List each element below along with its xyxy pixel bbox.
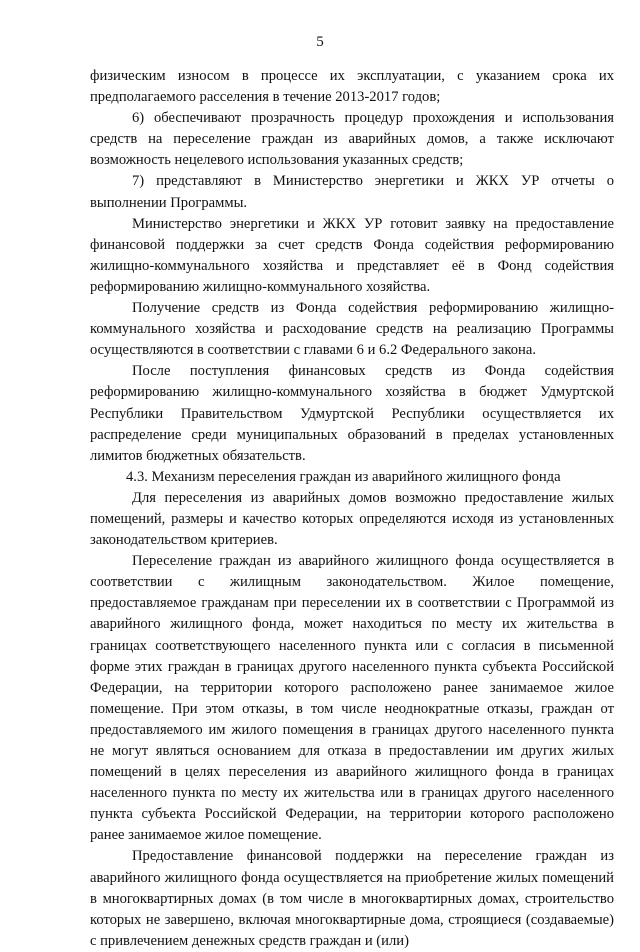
page-number: 5 xyxy=(316,34,324,50)
paragraph: Получение средств из Фонда содействия реформированию жилищно-коммунального хозяйства и расходование средств на реализацию Программы осуществляются в соответствии с главами 6 и 6.2 Федерального закона. xyxy=(90,300,614,359)
paragraph: Переселение граждан из аварийного жилищного фонда осуществляется в соответствии с жилищным законодательством. Жилое помещение, предоставляемое гражданам при переселении их в соответствии с Программой из аварийного жилищного фонда, может находиться по месту их жительства в границах соответствующего населенного пункта или с согласия в письменной форме этих граждан в границах другого населенного пункта субъекта Российской Федерации, на территории которого расположено ранее занимаемое жилое помещение. При этом отказы, в том числе неоднократные отказы, граждан от предоставляемого им жилого помещения в границах другого населенного пункта не могут являться основанием для отказа в предоставлении им других жилых помещений в целях переселения из аварийного жилищного фонда в границах населенного пункта по месту их жительства или в границах другого населенного пункта субъекта Российской Федерации, на территории которого расположено ранее занимаемое жилое помещение. xyxy=(90,553,614,844)
section-heading: 4.3. Механизм переселения граждан из аварийного жилищного фонда xyxy=(126,468,561,485)
document-body xyxy=(90,66,614,952)
paragraph: Для переселения из аварийных домов возможно предоставление жилых помещений, размеры и качество которых определяются исходя из установленных законодательством критериев. xyxy=(90,489,614,549)
paragraphs-after-heading xyxy=(90,488,614,952)
paragraph: 6) обеспечивают прозрачность процедур прохождения и использования средств на переселение граждан из аварийных домов, а также исключают возможность нецелевого использования указанных средств; xyxy=(90,110,614,169)
paragraph: Министерство энергетики и ЖКХ УР готовит заявку на предоставление финансовой поддержки за счет средств Фонда содействия реформированию жилищно-коммунального хозяйства и представляет её в Фонд содействия реформированию жилищно-коммунального хозяйства. xyxy=(90,215,614,295)
paragraph: физическим износом в процессе их эксплуатации, с указанием срока их предполагаемого расселения в течение 2013-2017 годов; xyxy=(90,68,614,106)
paragraphs-before-heading xyxy=(90,66,614,467)
paragraph: После поступления финансовых средств из Фонда содействия реформированию жилищно-коммунального хозяйства в бюджет Удмуртской Республики Правительством Удмуртской Республики осуществляется их распределение среди муниципальных образований в пределах установленных лимитов бюджетных обязательств. xyxy=(90,363,614,464)
paragraph: Предоставление финансовой поддержки на переселение граждан из аварийного жилищного фонда осуществляется на приобретение жилых помещений в многоквартирных домах (в том числе в многоквартирных домах, строительство которых не завершено, включая многоквартирные дома, строящиеся (создаваемые) с привлечением денежных средств граждан и (или) xyxy=(90,848,614,949)
paragraph: 7) представляют в Министерство энергетики и ЖКХ УР отчеты о выполнении Программы. xyxy=(90,173,614,211)
